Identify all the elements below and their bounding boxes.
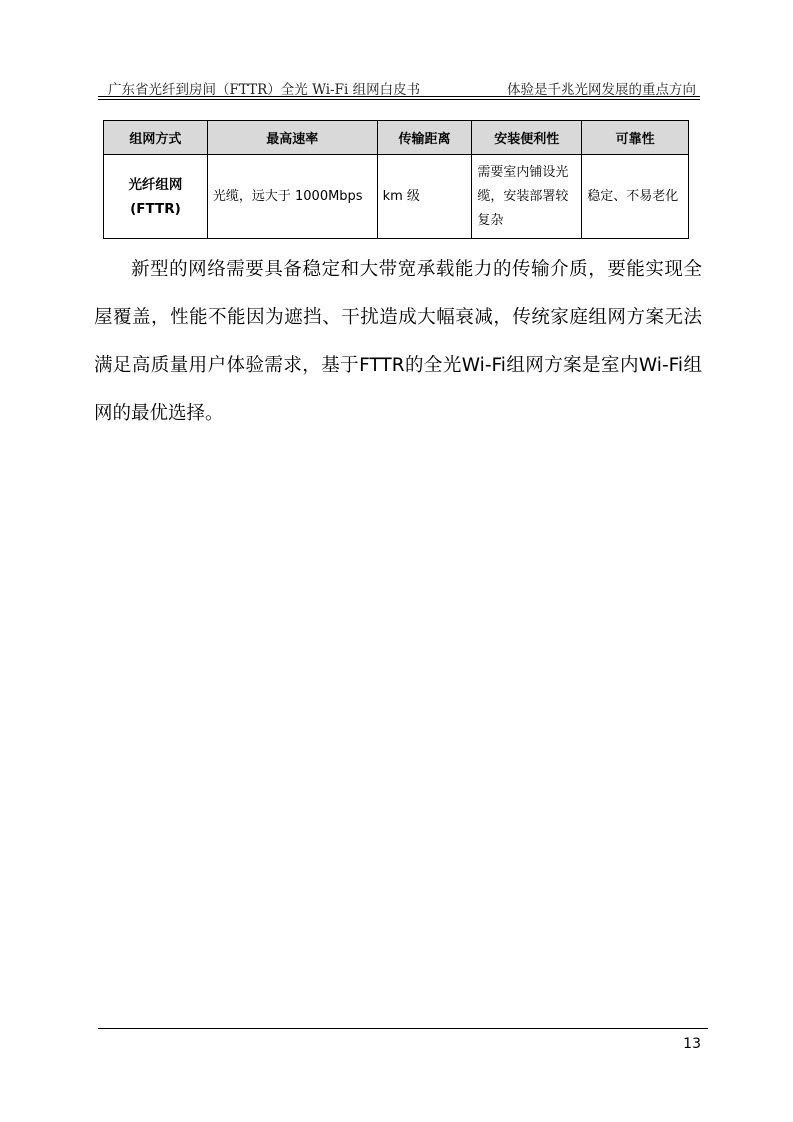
header-rule	[98, 96, 700, 97]
column-header-install: 安装便利性	[472, 121, 582, 155]
table-row	[104, 155, 689, 239]
page-number: 13	[683, 1036, 701, 1052]
column-header-distance: 传输距离	[377, 121, 472, 155]
page-header	[98, 76, 700, 96]
header-section-title: 体验是千兆光网发展的重点方向	[507, 82, 696, 98]
cell-method: 光纤组网 (FTTR)	[104, 155, 208, 239]
body-paragraph: 新型的网络需要具备稳定和大带宽承载能力的传输介质，要能实现全屋覆盖，性能不能因为遮挡、干扰造成大幅衰减，传统家庭组网方案无法满足高质量用户体验需求，基于FTTR的全光Wi-Fi组网方案是室内Wi-Fi组网的最优选择。	[94, 259, 702, 424]
networking-comparison-table	[103, 120, 689, 239]
table-header-row	[104, 121, 689, 155]
header-rule-secondary	[98, 99, 700, 100]
footer-rule	[98, 1028, 708, 1029]
cell-reliability: 稳定、不易老化	[582, 155, 689, 239]
cell-distance: km 级	[377, 155, 472, 239]
column-header-method: 组网方式	[104, 121, 208, 155]
cell-install: 需要室内铺设光缆，安装部署较复杂	[472, 155, 582, 239]
cell-max-speed: 光缆，远大于 1000Mbps	[207, 155, 377, 239]
header-document-title: 广东省光纤到房间（FTTR）全光 Wi-Fi 组网白皮书	[108, 82, 421, 98]
column-header-reliability: 可靠性	[582, 121, 689, 155]
column-header-max-speed: 最高速率	[207, 121, 377, 155]
